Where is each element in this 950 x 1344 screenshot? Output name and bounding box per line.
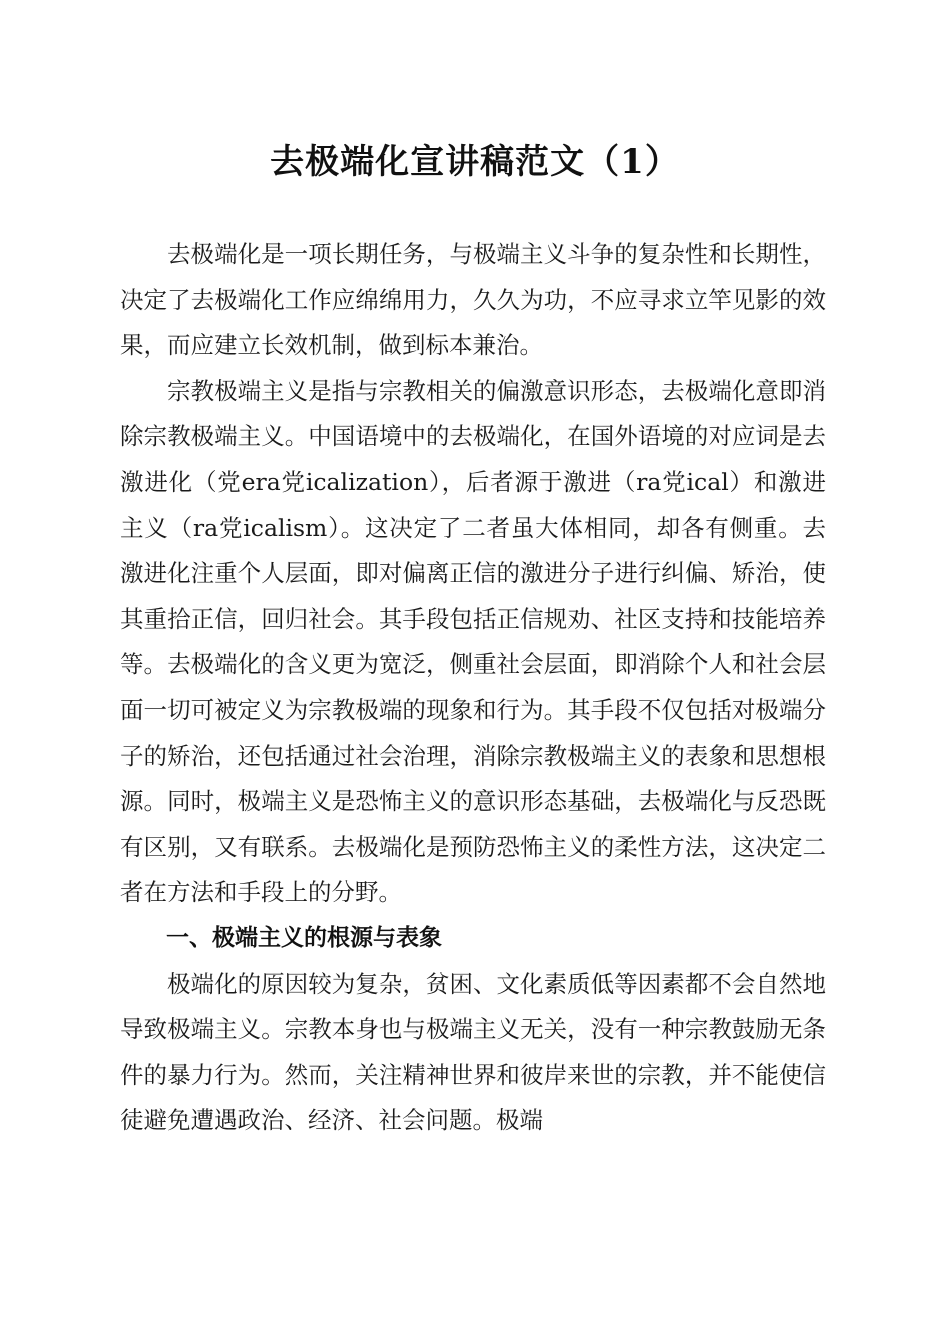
paragraph-definition: 宗教极端主义是指与宗教相关的偏激意识形态，去极端化意即消除宗教极端主义。中国语境中的去极端化，在国外语境的对应词是去激进化（党era党icalization），后者源于激进（ra党ical）和激进主义（ra党icalism）。这决定了二者虽大体相同，却各有侧重。去激进化注重个人层面，即对偏离正信的激进分子进行纠偏、矫治，使其重拾正信，回归社会。其手段包括正信规劝、社区支持和技能培养等。去极端化的含义更为宽泛，侧重社会层面，即消除个人和社会层面一切可被定义为宗教极端的现象和行为。其手段不仅包括对极端分子的矫治，还包括通过社会治理，消除宗教极端主义的表象和思想根源。同时，极端主义是恐怖主义的意识形态基础，去极端化与反恐既有区别，又有联系。去极端化是预防恐怖主义的柔性方法，这决定二者在方法和手段上的分野。 [120,376,826,907]
document-title: 去极端化宣讲稿范文（1） [270,142,680,182]
section-heading: 一、极端主义的根源与表象 [166,924,442,951]
paragraph-intro: 去极端化是一项长期任务，与极端主义斗争的复杂性和长期性，决定了去极端化工作应绵绵用力，久久为功，不应寻求立竿见影的效果，而应建立长效机制，做到标本兼治。 [120,240,826,360]
document-body [120,232,826,1144]
paragraph-section-1: 极端化的原因较为复杂，贫困、文化素质低等因素都不会自然地导致极端主义。宗教本身也与极端主义无关，没有一种宗教鼓励无条件的暴力行为。然而，关注精神世界和彼岸来世的宗教，并不能使信徒避免遭遇政治、经济、社会问题。极端 [120,969,826,1135]
